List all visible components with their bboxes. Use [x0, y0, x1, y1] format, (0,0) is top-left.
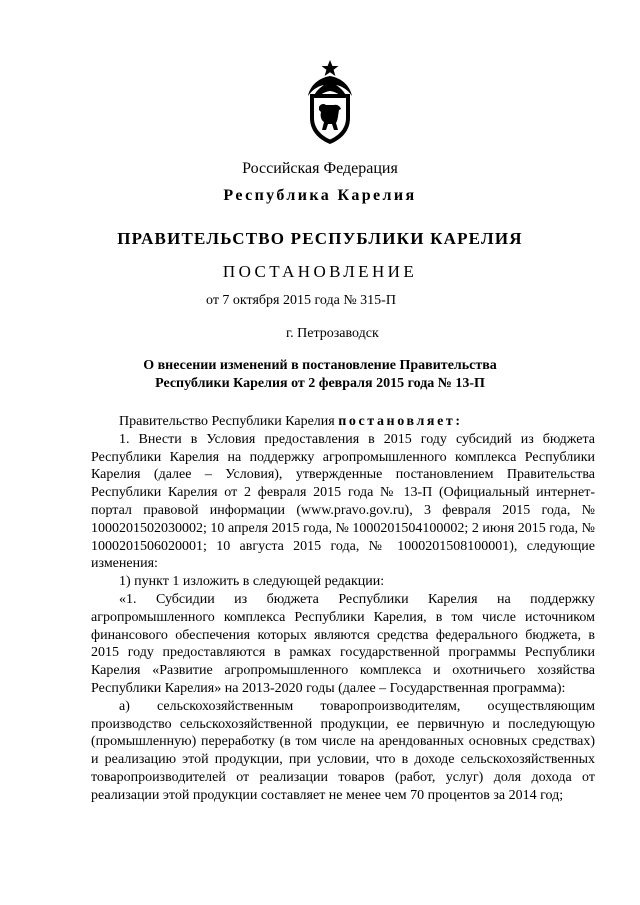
intro-paragraph	[91, 413, 595, 431]
karelia-coat-of-arms-icon	[300, 60, 360, 144]
document-subject	[0, 357, 640, 393]
subject-line-1: О внесении изменений в постановление Правительства	[143, 358, 497, 373]
document-city: г. Петрозаводск	[286, 326, 379, 341]
document-type: ПОСТАНОВЛЕНИЕ	[222, 262, 418, 281]
subject-line-2: Республики Карелия от 2 февраля 2015 года № 13-П	[155, 376, 485, 391]
document-body	[91, 413, 595, 805]
republic-name: Республика Карелия	[223, 187, 417, 204]
paragraph-4: а) сельскохозяйственным товаропроизводителям, осуществляющим производство сельскохозяйственной продукции, ее первичную и последующую (промышленную) переработку (в том числе на арендованных основных средствах) и реализацию этой продукции, при условии, что в доходе сельскохозяйственных товаропроизводителей от реализации товаров (работ, услуг) доля дохода от реализации этой продукции составляет не менее чем 70 процентов за 2014 год;	[91, 698, 595, 803]
intro-text: Правительство Республики Карелия	[119, 414, 339, 429]
paragraph-1: 1. Внести в Условия предоставления в 2015 году субсидий из бюджета Республики Карелия на поддержку агропромышленного комплекса Республики Карелия (далее – Условия), утвержденные постановлением Правительства Республики Карелия от 2 февраля 2015 года № 13-П (Официальный интернет-портал правовой информации (www.pravo.gov.ru), 3 февраля 2015 года, № 1000201502030002; 10 апреля 2015 года, № 1000201504100002; 2 июня 2015 года, № 1000201506020001; 10 августа 2015 года, № 1000201508100001), следующие изменения:	[91, 431, 595, 572]
intro-verb: постановляет:	[338, 414, 463, 429]
document-date-number: от 7 октября 2015 года № 315-П	[206, 293, 396, 308]
paragraph-3: «1. Субсидии из бюджета Республики Карелия на поддержку агропромышленного комплекса Республики Карелия, в том числе источником финансового обеспечения которых являются средства федерального бюджета, в 2015 году предоставляются в рамках государственной программы Республики Карелия «Развитие агропромышленного комплекса и охотничьего хозяйства Республики Карелия» на 2013-2020 годы (далее – Государственная программа):	[91, 591, 595, 696]
country-name: Российская Федерация	[242, 160, 398, 177]
paragraph-2: 1) пункт 1 изложить в следующей редакции:	[119, 574, 385, 590]
government-title: ПРАВИТЕЛЬСТВО РЕСПУБЛИКИ КАРЕЛИЯ	[117, 229, 523, 248]
